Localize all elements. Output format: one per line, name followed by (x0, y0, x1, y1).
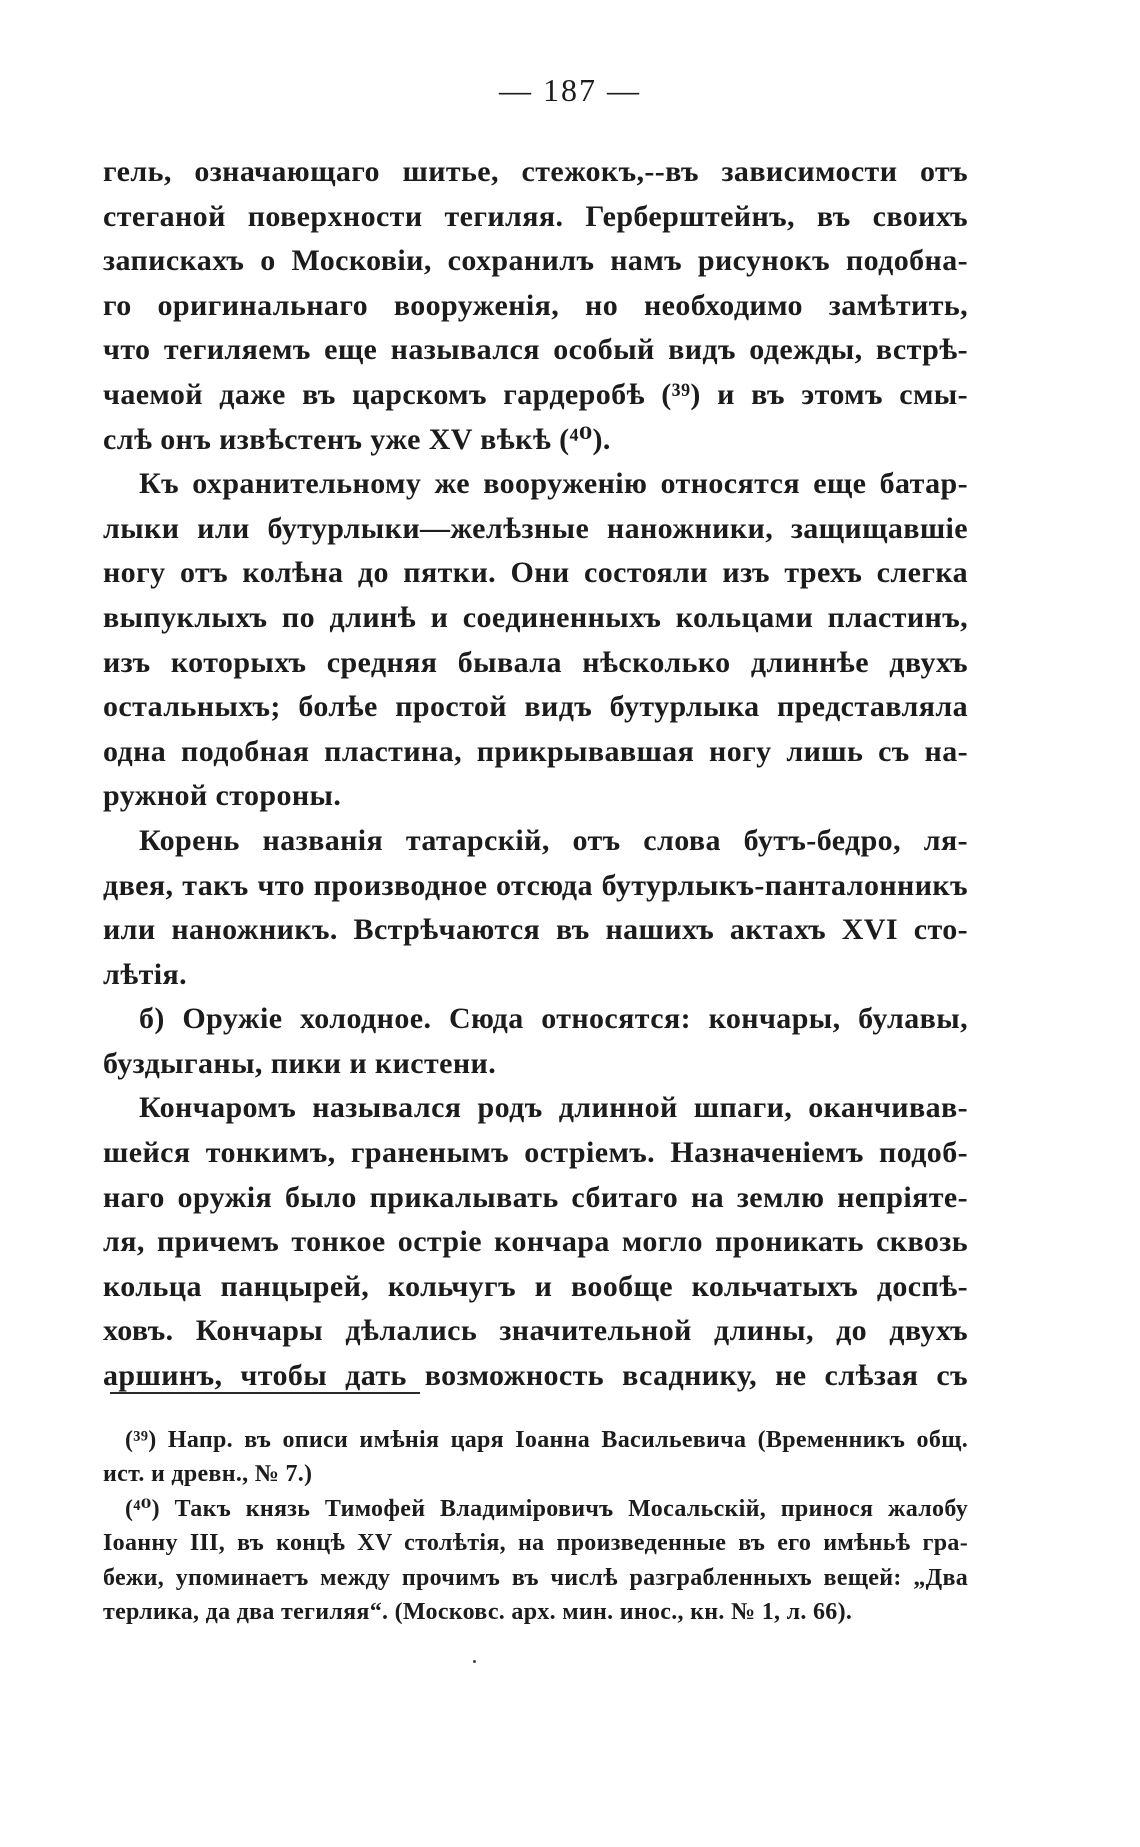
text-line: кольца панцырей, кольчугъ и вообще кольчатыхъ доспѣ- (103, 1269, 968, 1303)
text-line: чаемой даже въ царскомъ гардеробѣ (³⁹) и въ этомъ смы- (103, 377, 968, 411)
text-line: Корень названія татарскій, отъ слова бутъ-бедро, ля- (139, 823, 968, 857)
text-line: наго оружія было прикалывать сбитаго на землю непріяте- (103, 1180, 968, 1214)
text-line: двея, такъ что производное отсюда бутурлыкъ-панталонникъ (103, 868, 968, 902)
print-speck (473, 1660, 476, 1663)
footnote-line: (⁴⁰) Такъ князь Тимофей Владиміровичъ Мосальскій, принося жалобу (125, 1495, 968, 1522)
text-line: гель, означающаго шитье, стежокъ,--въ зависимости отъ (103, 155, 968, 188)
text-line: го оригинальнаго вооруженія, но необходимо замѣтить, (103, 288, 968, 322)
text-line: Кончаромъ назывался родъ длинной шпаги, оканчивав- (139, 1091, 968, 1125)
page-number: — 187 — (499, 72, 641, 108)
footnote-line: ист. и древн., № 7.) (103, 1461, 313, 1488)
text-line: лѣтія. (103, 957, 188, 991)
footnote-line: терлика, да два тегиляя“. (Московс. арх. мин. инос., кн. № 1, л. 66). (103, 1598, 853, 1625)
footnote-line: Іоанну III, въ концѣ XV столѣтія, на произведенные въ его имѣньѣ гра- (103, 1530, 968, 1557)
text-line: ховъ. Кончары дѣлались значительной длины, до двухъ (103, 1314, 968, 1348)
footnote-divider (110, 1392, 420, 1394)
text-line: аршинъ, чтобы дать возможность всаднику, не слѣзая съ (103, 1359, 968, 1393)
text-line: стеганой поверхности тегиляя. Герберштейнъ, въ своихъ (103, 199, 968, 233)
text-line: ля, причемъ тонкое остріе кончара могло проникать сквозь (103, 1225, 968, 1259)
text-line: шейся тонкимъ, граненымъ остріемъ. Назначеніемъ подоб- (103, 1136, 968, 1170)
text-line: лыки или бутурлыки—желѣзные наножники, защищавшіе (103, 511, 968, 545)
footnote-line: бежи, упоминаетъ между прочимъ въ числѣ разграбленныхъ вещей: „Два (103, 1564, 968, 1591)
text-line: ногу отъ колѣна до пятки. Они состояли изъ трехъ слегка (103, 556, 968, 590)
text-line: что тегиляемъ еще назывался особый видъ одежды, встрѣ- (103, 333, 968, 367)
text-line: одна подобная пластина, прикрывавшая ногу лишь съ на- (103, 734, 968, 768)
text-line: остальныхъ; болѣе простой видъ бутурлыка представляла (103, 690, 968, 724)
text-line: буздыганы, пики и кистени. (103, 1046, 497, 1080)
text-line: изъ которыхъ средняя бывала нѣсколько длиннѣе двухъ (103, 645, 968, 679)
text-line: Къ охранительному же вооруженію относятся еще батар- (139, 467, 968, 501)
text-line: выпуклыхъ по длинѣ и соединенныхъ кольцами пластинъ, (103, 600, 968, 634)
text-line: слѣ онъ извѣстенъ уже XV вѣкѣ (⁴⁰). (103, 422, 611, 456)
text-line: запискахъ о Московіи, сохранилъ намъ рисунокъ подобна- (103, 244, 968, 278)
footnote-line: (³⁹) Напр. въ описи имѣнія царя Іоанна Васильевича (Временникъ общ. (125, 1427, 968, 1453)
main-text (103, 150, 968, 1399)
text-line: б) Оружіе холодное. Сюда относятся: кончары, булавы, (139, 1002, 968, 1036)
footnotes (103, 1423, 968, 1629)
text-line: ружной стороны. (103, 779, 342, 813)
text-line: или наножникъ. Встрѣчаются въ нашихъ актахъ XVI сто- (103, 913, 968, 947)
